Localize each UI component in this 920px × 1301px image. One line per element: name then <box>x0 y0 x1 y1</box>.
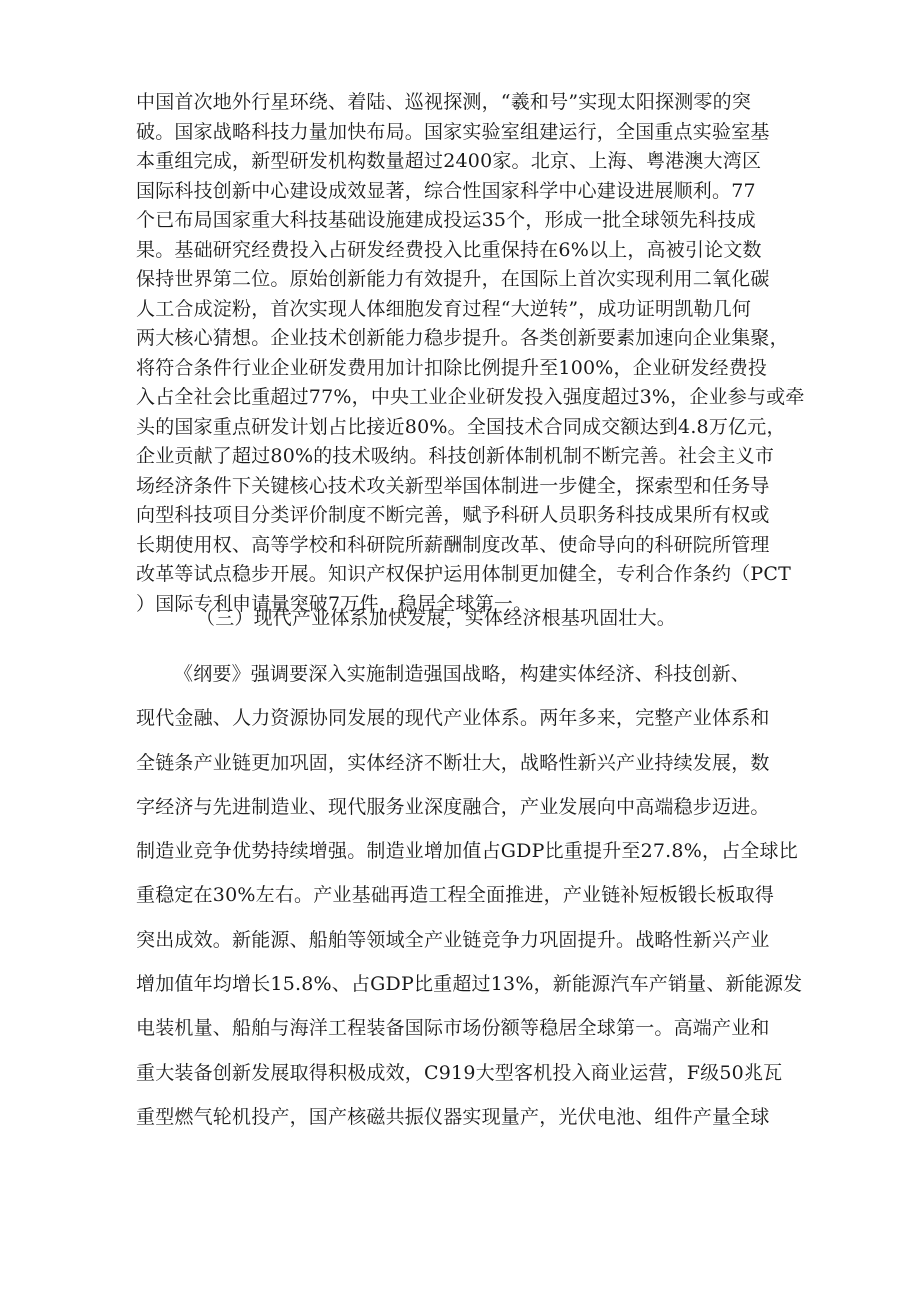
text-line: 国际科技创新中心建设成效显著，综合性国家科学中心建设进展顺利。77 <box>136 179 756 202</box>
text-line: 两大核心猜想。企业技术创新能力稳步提升。各类创新要素加速向企业集聚， <box>136 327 789 349</box>
text-line: 个已布局国家重大科技基础设施建成投运35个，形成一批全球领先科技成 <box>136 209 756 231</box>
text-line: 场经济条件下关键核心技术攻关新型举国体制进一步健全，探索型和任务导 <box>136 474 770 497</box>
text-line: 人工合成淀粉，首次实现人体细胞发育过程“大逆转”，成功证明凯勒几何 <box>136 297 752 320</box>
text-line: 《纲要》强调要深入实施制造强国战略，构建实体经济、科技创新、 <box>174 663 751 685</box>
text-line: 破。国家战略科技力量加快布局。国家实验室组建运行，全国重点实验室基 <box>136 120 770 143</box>
text-line: 果。基础研究经费投入占研发经费投入比重保持在6%以上，高被引论文数 <box>136 238 762 261</box>
text-line: 企业贡献了超过80%的技术吸纳。科技创新体制机制不断完善。社会主义市 <box>136 445 775 467</box>
text-line: 电装机量、船舶与海洋工程装备国际市场份额等稳居全球第一。高端产业和 <box>136 1017 770 1040</box>
text-line: 重大装备创新发展取得积极成效，C919大型客机投入商业运营，F级50兆瓦 <box>136 1061 783 1084</box>
text-line: 长期使用权、高等学校和科研院所薪酬制度改革、使命导向的科研院所管理 <box>136 533 770 556</box>
text-line: 全链条产业链更加巩固，实体经济不断壮大，战略性新兴产业持续发展，数 <box>136 751 770 774</box>
text-line: 本重组完成，新型研发机构数量超过2400家。北京、上海、粤港澳大湾区 <box>136 150 762 172</box>
text-line: 入占全社会比重超过77%，中央工业企业研发投入强度超过3%，企业参与或牵 <box>136 386 805 408</box>
paragraph-industrial-system <box>136 652 803 1139</box>
text-line: 字经济与先进制造业、现代服务业深度融合，产业发展向中高端稳步迈进。 <box>136 795 770 818</box>
text-line: 重稳定在30%左右。产业基础再造工程全面推进，产业链补短板锻长板取得 <box>136 884 775 907</box>
text-line: 中国首次地外行星环绕、着陆、巡视探测，“羲和号”实现太阳探测零的突 <box>136 91 752 113</box>
text-line: 将符合条件行业企业研发费用加计扣除比例提升至100%，企业研发经费投 <box>136 356 768 379</box>
paragraph-science-innovation <box>136 88 805 619</box>
text-line: 向型科技项目分类评价制度不断完善，赋予科研人员职务科技成果所有权或 <box>136 504 770 526</box>
text-line: ）国际专利申请量突破7万件，稳居全球第一。 <box>136 592 533 615</box>
text-line: 保持世界第二位。原始创新能力有效提升，在国际上首次实现利用二氧化碳 <box>136 268 770 290</box>
text-line: 改革等试点稳步开展。知识产权保护运用体制更加健全，专利合作条约（PCT <box>136 563 791 585</box>
text-line: 重型燃气轮机投产，国产核磁共振仪器实现量产，光伏电池、组件产量全球 <box>136 1105 770 1128</box>
section-heading <box>196 596 796 640</box>
text-line: 突出成效。新能源、船舶等领域全产业链竞争力巩固提升。战略性新兴产业 <box>136 928 770 951</box>
section-heading-text: （三）现代产业体系加快发展，实体经济根基巩固壮大。 <box>196 607 677 629</box>
text-line: 制造业竞争优势持续增强。制造业增加值占GDP比重提升至27.8%，占全球比 <box>136 840 798 863</box>
text-line: 增加值年均增长15.8%、占GDP比重超过13%，新能源汽车产销量、新能源发 <box>136 973 803 996</box>
text-line: 头的国家重点研发计划占比接近80%。全国技术合同成交额达到4.8万亿元， <box>136 415 786 438</box>
text-line: 现代金融、人力资源协同发展的现代产业体系。两年多来，完整产业体系和 <box>136 707 770 730</box>
